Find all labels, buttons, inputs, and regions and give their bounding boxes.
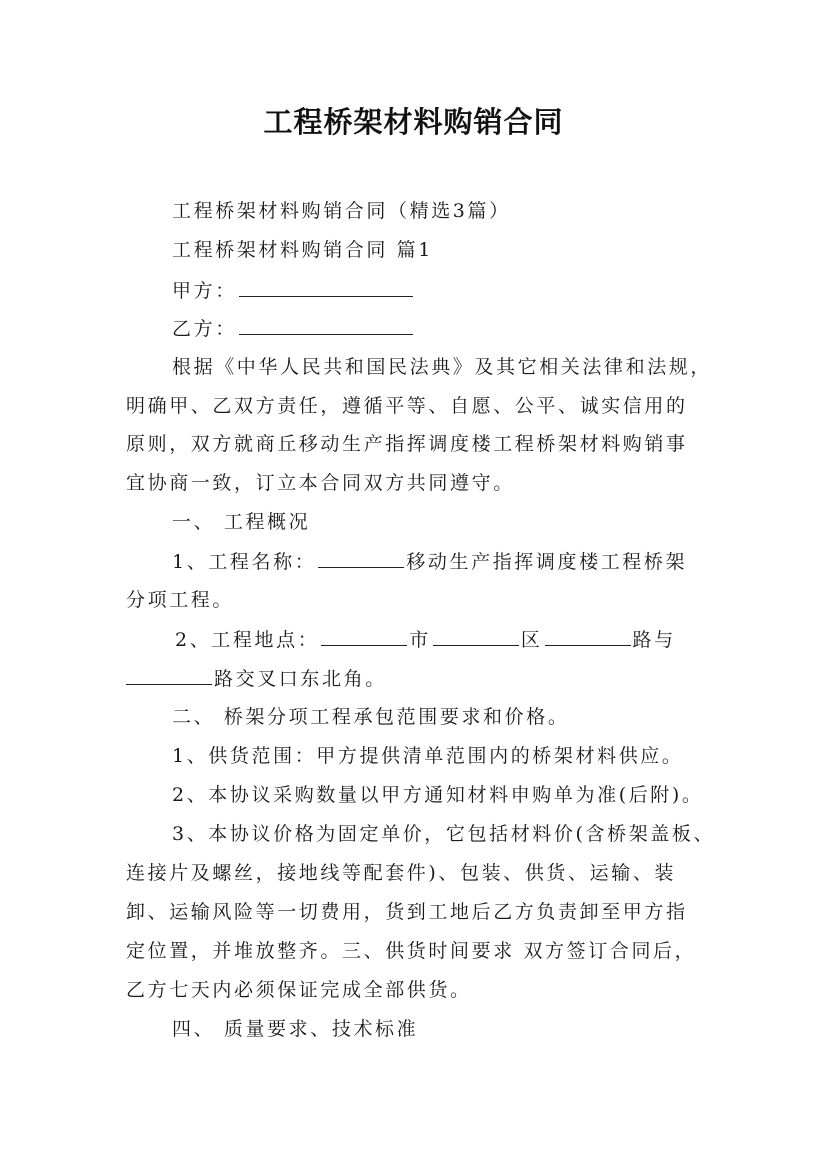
party-a-label: 甲方： (172, 280, 237, 302)
document-title: 工程桥架材料购销合同 (263, 105, 564, 139)
paragraph-line: 乙方七天内必须保证完成全部供货。 (126, 979, 472, 1001)
paragraph-line: 2、本协议采购数量以甲方通知材料申购单为准(后附)。 (172, 784, 704, 806)
project-name-line (172, 547, 762, 576)
party-b-line (172, 314, 762, 343)
city-suffix: 市 (409, 629, 431, 651)
cross-road-blank (126, 664, 212, 685)
paragraph-line: 3、本协议价格为固定单价，它包括材料价(含桥架盖板、 (172, 823, 716, 845)
section-heading: 四、 质量要求、技术标准 (172, 1018, 419, 1040)
subtitle-line: 工程桥架材料购销合同（精选3篇） (172, 200, 511, 222)
paragraph-line: 定位置，并堆放整齐。三、供货时间要求 双方签订合同后， (126, 940, 697, 962)
paragraph-line: 1、供货范围：甲方提供清单范围内的桥架材料供应。 (172, 745, 684, 767)
party-b-blank (239, 314, 413, 335)
paragraph-line: 宜协商一致，订立本合同双方共同遵守。 (126, 472, 515, 494)
paragraph-line: 根据《中华人民共和国民法典》及其它相关法律和法规， (172, 356, 713, 378)
road-blank (545, 625, 631, 646)
road-suffix: 路与 (632, 629, 676, 651)
cross-road-text: 路交叉口东北角。 (214, 668, 387, 690)
party-a-blank (239, 276, 413, 297)
district-blank (433, 625, 519, 646)
party-b-label: 乙方： (172, 318, 237, 340)
section-heading: 工程桥架材料购销合同 篇1 (172, 239, 433, 261)
project-location-line-cont (126, 664, 716, 693)
city-blank (321, 625, 407, 646)
district-suffix: 区 (520, 629, 543, 651)
project-name-blank (318, 547, 404, 568)
section-heading: 一、 工程概况 (172, 511, 311, 533)
section-heading: 二、 桥架分项工程承包范围要求和价格。 (172, 706, 570, 728)
project-name-label: 1、工程名称： (172, 551, 317, 573)
project-location-line (175, 625, 765, 654)
party-a-line (172, 276, 762, 305)
paragraph-line: 卸、运输风险等一切费用，货到工地后乙方负责卸至甲方指 (126, 901, 688, 923)
paragraph-line: 原则，双方就商丘移动生产指挥调度楼工程桥架材料购销事 (126, 433, 688, 455)
paragraph-line: 分项工程。 (126, 589, 235, 611)
project-name-text: 移动生产指挥调度楼工程桥架 (406, 551, 688, 573)
paragraph-line: 明确甲、乙双方责任，遵循平等、自愿、公平、诚实信用的 (126, 395, 688, 417)
project-location-label: 2、工程地点： (175, 629, 320, 651)
paragraph-line: 连接片及螺丝，接地线等配套件)、包装、供货、运输、装 (126, 862, 677, 884)
